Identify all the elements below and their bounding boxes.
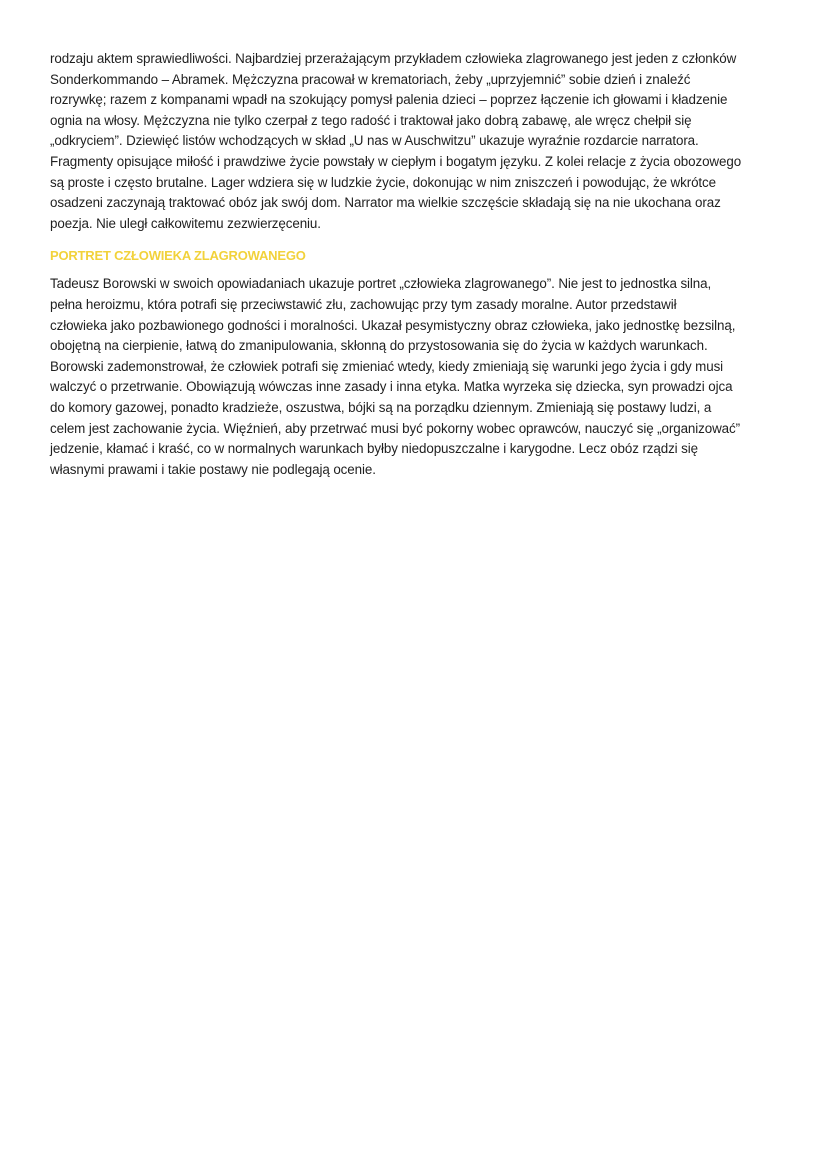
text-line: celem jest zachowanie życia. Więźnień, aby przetrwać musi być pokorny wobec oprawców, nauczyć się „organizować”	[50, 420, 740, 436]
text-line: poezja. Nie uległ całkowitemu zezwierzęceniu.	[50, 215, 321, 231]
text-line: Borowski zademonstrował, że człowiek potrafi się zmieniać wtedy, kiedy zmieniają się warunki jego życia i gdy musi	[50, 358, 724, 374]
text-line: „odkryciem”. Dziewięć listów wchodzących w skład „U nas w Auschwitzu” ukazuje wyraźnie rozdarcie narratora.	[50, 133, 699, 149]
text-line: obojętną na cierpienie, łatwą do zmanipulowania, skłonną do przystosowania się do życia w każdych warunkach.	[50, 338, 708, 354]
paragraph-abramek	[50, 49, 785, 234]
text-line: walczyć o przetrwanie. Obowiązują wówczas inne zasady i inna etyka. Matka wyrzeka się dziecka, syn prowadzi ojca	[50, 379, 733, 395]
text-line: jedzenie, kłamać i kraść, co w normalnych warunkach byłby niedopuszczalne i karygodne. Lecz obóz rządzi się	[50, 441, 698, 457]
text-line: ognia na włosy. Mężczyzna nie tylko czerpał z tego radość i traktował jako dobrą zabawę, ale wręcz chełpił się	[50, 112, 692, 128]
text-line: pełna heroizmu, która potrafi się przeciwstawić złu, zachowując przy tym zasady moralne. Autor przedstawił	[50, 296, 677, 312]
text-line: rozrywkę; razem z kompanami wpadł na szokujący pomysł palenia dzieci – poprzez łączenie ich głowami i kładzenie	[50, 92, 728, 108]
text-line: Tadeusz Borowski w swoich opowiadaniach ukazuje portret „człowieka zlagrowanego”. Nie jest to jednostka silna,	[50, 276, 712, 292]
text-line: Sonderkommando – Abramek. Mężczyzna pracował w krematoriach, żeby „uprzyjemnić” sobie dzień i znaleźć	[50, 71, 691, 87]
text-line: osadzeni zaczynają traktować obóz jak swój dom. Narrator ma wielkie szczęście składają się na nie ukochana oraz	[50, 195, 721, 211]
text-line: Fragmenty opisujące miłość i prawdziwe życie powstały w ciepłym i bogatym języku. Z kolei relacje z życia obozowego	[50, 153, 742, 169]
text-line: rodzaju aktem sprawiedliwości. Najbardziej przerażającym przykładem człowieka zlagrowanego jest jeden z członków	[50, 51, 737, 66]
paragraph-portrait	[50, 274, 785, 480]
text-line: są proste i często brutalne. Lager wdziera się w ludzkie życie, dokonując w nim zniszczeń i powodując, że wkrótce	[50, 174, 716, 190]
text-line: własnymi prawami i takie postawy nie podlegają ocenie.	[50, 461, 376, 477]
text-line: do komory gazowej, ponadto kradzieże, oszustwa, bójki są na porządku dziennym. Zmieniają się postawy ludzi, a	[50, 399, 712, 415]
text-line: człowieka jako pozbawionego godności i moralności. Ukazał pesymistyczny obraz człowieka, jako jednostkę bezsilną,	[50, 317, 736, 333]
document-page	[50, 49, 785, 480]
section-heading: PORTRET CZŁOWIEKA ZLAGROWANEGO	[50, 248, 306, 264]
